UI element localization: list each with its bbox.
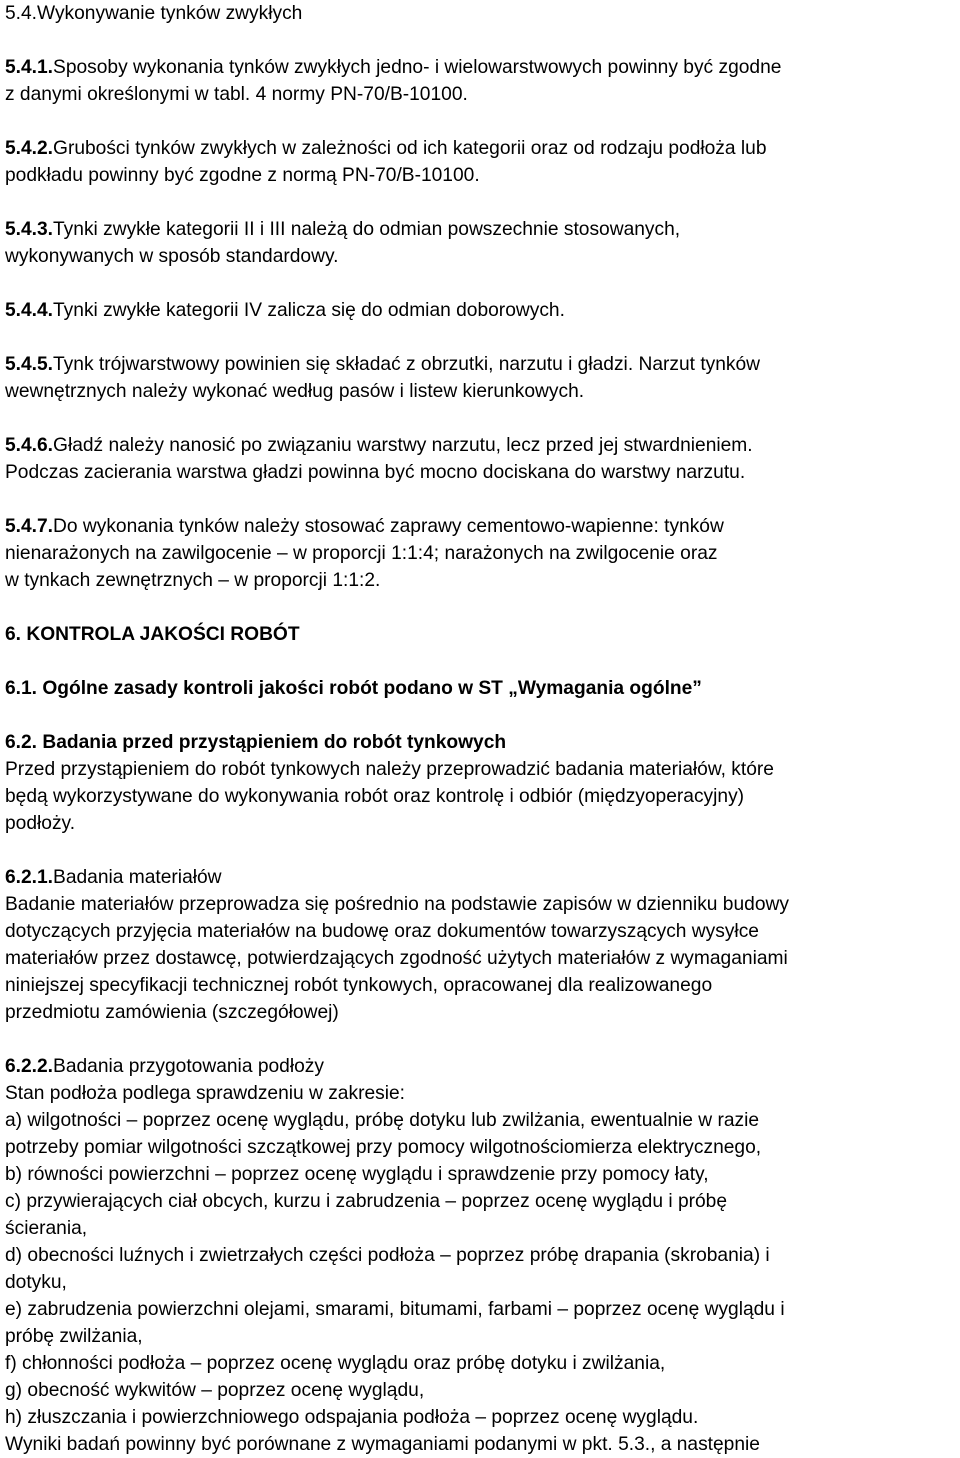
subsection-heading-6-1 <box>5 675 957 702</box>
paragraph-text: Tynki zwykłe kategorii II i III należą do odmian powszechnie stosowanych, <box>53 219 681 240</box>
paragraph-text: podłoży. <box>5 813 76 834</box>
paragraph-5-4-1 <box>5 54 957 108</box>
list-item: ścierania, <box>5 1218 88 1239</box>
paragraph-number: 5.4.2. <box>5 138 54 159</box>
paragraph-text: Badanie materiałów przeprowadza się pośrednio na podstawie zapisów w dzienniku budowy <box>5 894 789 915</box>
paragraph-number: 5.4.6. <box>5 435 54 456</box>
paragraph-text: Stan podłoża podlega sprawdzeniu w zakresie: <box>5 1083 405 1104</box>
list-item: a) wilgotności – poprzez ocenę wyglądu, próbę dotyku lub zwilżania, ewentualnie w razie <box>5 1110 760 1131</box>
subsection-title: Badania przygotowania podłoży <box>53 1056 324 1077</box>
paragraph-text: Do wykonania tynków należy stosować zaprawy cementowo-wapienne: tynków <box>53 516 724 537</box>
list-item: g) obecność wykwitów – poprzez ocenę wyglądu, <box>5 1380 425 1401</box>
list-item: c) przywierających ciał obcych, kurzu i zabrudzenia – poprzez ocenę wyglądu i próbę <box>5 1191 728 1212</box>
list-item: dotyku, <box>5 1272 67 1293</box>
list-item: b) równości powierzchni – poprzez ocenę wyglądu i sprawdzenie przy pomocy łaty, <box>5 1164 709 1185</box>
section-title: 5.4.Wykonywanie tynków zwykłych <box>5 3 303 24</box>
paragraph-text: Sposoby wykonania tynków zwykłych jedno- i wielowarstwowych powinny być zgodne <box>53 57 782 78</box>
paragraph-text: nienarażonych na zawilgocenie – w proporcji 1:1:4; narażonych na zwilgocenie oraz <box>5 543 718 564</box>
subsection-title: 6.1. Ogólne zasady kontroli jakości robót podano w ST „Wymagania ogólne” <box>5 678 702 699</box>
list-item: potrzeby pomiar wilgotności szczątkowej przy pomocy wilgotnościomierza elektrycznego, <box>5 1137 762 1158</box>
subsection-6-2-1 <box>5 864 957 1026</box>
subsection-6-2 <box>5 729 957 837</box>
paragraph-number: 6.2.2. <box>5 1056 54 1077</box>
paragraph-number: 6.2.1. <box>5 867 54 888</box>
paragraph-5-4-2 <box>5 135 957 189</box>
section-heading-6 <box>5 621 957 648</box>
section-title: 6. KONTROLA JAKOŚCI ROBÓT <box>5 624 300 645</box>
paragraph-text: będą wykorzystywane do wykonywania robót oraz kontrolę i odbiór (międzyoperacyjny) <box>5 786 745 807</box>
paragraph-text: w tynkach zewnętrznych – w proporcji 1:1:2. <box>5 570 381 591</box>
paragraph-text: wewnętrznych należy wykonać według pasów i listew kierunkowych. <box>5 381 585 402</box>
paragraph-5-4-6 <box>5 432 957 486</box>
paragraph-text: Grubości tynków zwykłych w zależności od ich kategorii oraz od rodzaju podłoża lub <box>53 138 767 159</box>
paragraph-text: Tynki zwykłe kategorii IV zalicza się do odmian doborowych. <box>53 300 565 321</box>
paragraph-text: niniejszej specyfikacji technicznej robót tynkowych, opracowanej dla realizowanego <box>5 975 713 996</box>
subsection-title: 6.2. Badania przed przystąpieniem do robót tynkowych <box>5 732 507 753</box>
paragraph-text: Tynk trójwarstwowy powinien się składać z obrzutki, narzutu i gładzi. Narzut tynków <box>53 354 761 375</box>
paragraph-text: Wyniki badań powinny być porównane z wymaganiami podanymi w pkt. 5.3., a następnie <box>5 1434 760 1455</box>
paragraph-text: dotyczących przyjęcia materiałów na budowę oraz dokumentów towarzyszących wysyłce <box>5 921 759 942</box>
paragraph-text: podkładu powinny być zgodne z normą PN-70/B-10100. <box>5 165 480 186</box>
document-page <box>5 0 957 1458</box>
paragraph-text: Przed przystąpieniem do robót tynkowych należy przeprowadzić badania materiałów, które <box>5 759 774 780</box>
list-item: próbę zwilżania, <box>5 1326 143 1347</box>
paragraph-5-4-5 <box>5 351 957 405</box>
paragraph-number: 5.4.4. <box>5 300 54 321</box>
list-item: d) obecności luźnych i zwietrzałych części podłoża – poprzez próbę drapania (skrobania) i <box>5 1245 770 1266</box>
paragraph-number: 5.4.3. <box>5 219 54 240</box>
paragraph-5-4-7 <box>5 513 957 594</box>
paragraph-number: 5.4.1. <box>5 57 54 78</box>
paragraph-number: 5.4.5. <box>5 354 54 375</box>
section-heading-5-4 <box>5 0 957 27</box>
paragraph-number: 5.4.7. <box>5 516 54 537</box>
paragraph-5-4-3 <box>5 216 957 270</box>
paragraph-text: wykonywanych w sposób standardowy. <box>5 246 339 267</box>
list-item: f) chłonności podłoża – poprzez ocenę wyglądu oraz próbę dotyku i zwilżania, <box>5 1353 666 1374</box>
list-item: e) zabrudzenia powierzchni olejami, smarami, bitumami, farbami – poprzez ocenę wyglądu i <box>5 1299 785 1320</box>
paragraph-5-4-4 <box>5 297 957 324</box>
paragraph-text: przedmiotu zamówienia (szczegółowej) <box>5 1002 339 1023</box>
paragraph-text: materiałów przez dostawcę, potwierdzających zgodność użytych materiałów z wymaganiami <box>5 948 788 969</box>
subsection-title: Badania materiałów <box>53 867 222 888</box>
paragraph-text: Podczas zacierania warstwa gładzi powinna być mocno dociskana do warstwy narzutu. <box>5 462 746 483</box>
list-item: h) złuszczania i powierzchniowego odspajania podłoża – poprzez ocenę wyglądu. <box>5 1407 699 1428</box>
paragraph-text: Gładź należy nanosić po związaniu warstwy narzutu, lecz przed jej stwardnieniem. <box>53 435 753 456</box>
paragraph-text: z danymi określonymi w tabl. 4 normy PN-70/B-10100. <box>5 84 468 105</box>
subsection-6-2-2 <box>5 1053 957 1458</box>
